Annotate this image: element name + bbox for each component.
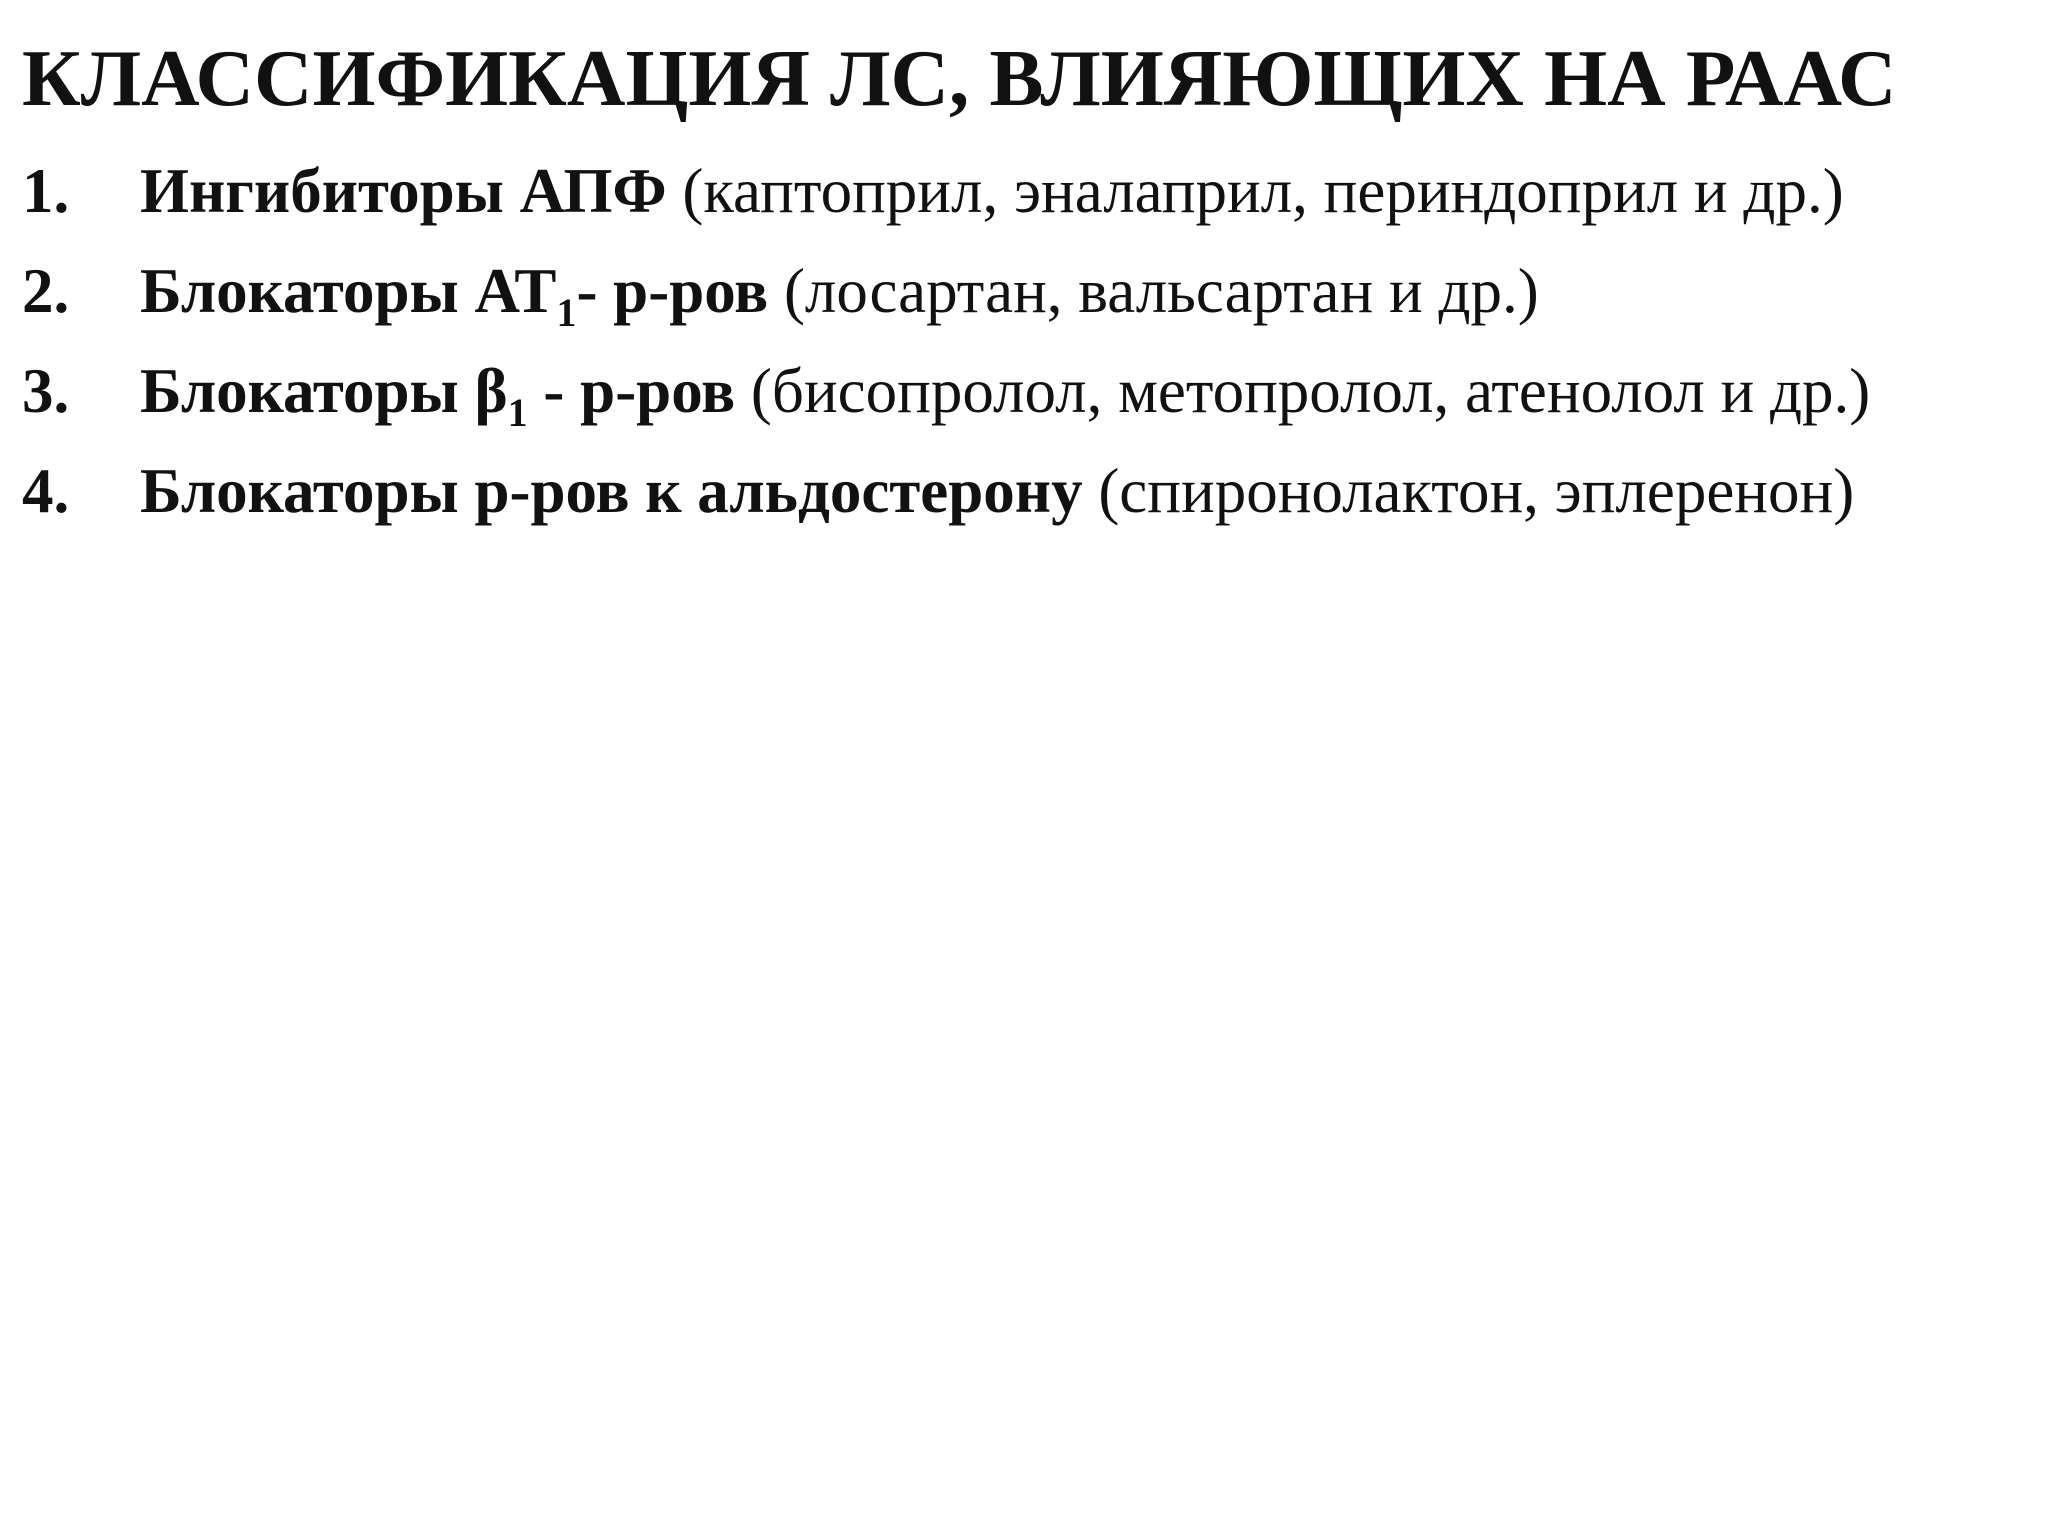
- drug-examples: (спиронолактон, эплеренон): [1098, 456, 1855, 526]
- slide-title: КЛАССИФИКАЦИЯ ЛС, ВЛИЯЮЩИХ НА РААС: [22, 33, 1897, 123]
- drug-class-name: Ингибиторы АПФ: [140, 156, 667, 226]
- drug-class-name-suffix: - р-ров: [576, 256, 769, 326]
- list-item-number: 1.: [22, 156, 70, 226]
- list-item-number: 3.: [22, 356, 70, 426]
- drug-class-name-prefix: Блокаторы β: [140, 356, 508, 426]
- list-item-text: [140, 356, 1871, 435]
- drug-class-name-suffix: - р-ров: [527, 356, 736, 426]
- drug-examples: (каптоприл, эналаприл, периндоприл и др.): [682, 156, 1844, 226]
- drug-examples: (бисопролол, метопролол, атенолол и др.): [750, 356, 1871, 426]
- drug-class-name-prefix: Блокаторы АТ: [140, 256, 557, 326]
- drug-class-subscript: 1: [556, 290, 577, 335]
- list-item-number: 4.: [22, 456, 70, 526]
- drug-examples: (лосартан, вальсартан и др.): [783, 256, 1539, 326]
- drug-class-subscript: 1: [507, 390, 528, 435]
- drug-class-name: Блокаторы р-ров к альдостерону: [140, 456, 1083, 526]
- list-item-text: [140, 156, 1844, 226]
- list-item-text: [140, 256, 1539, 335]
- list-item-number: 2.: [22, 256, 70, 326]
- list-item-text: [140, 456, 1855, 526]
